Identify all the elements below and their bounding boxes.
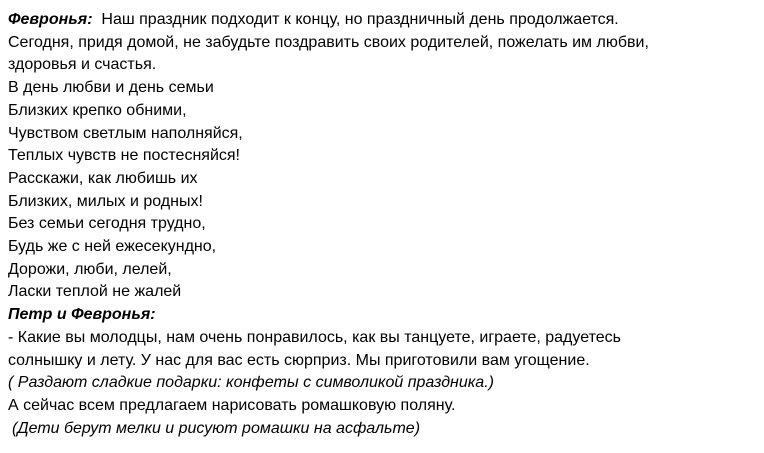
poem-line-8: Будь же с ней ежесекундно, <box>8 238 217 256</box>
poem-line-4: Теплых чувств не постесняйся! <box>8 147 240 165</box>
poem-line-5: Расскажи, как любишь их <box>8 169 198 187</box>
stage-direction-gifts: ( Раздают сладкие подарки: конфеты с символикой праздника.) <box>8 374 494 392</box>
poem-line-9: Дорожи, люби, лелей, <box>8 260 172 278</box>
poem-line-10: Ласки теплой не жалей <box>8 283 182 301</box>
poem-line-1: В день любви и день семьи <box>8 79 214 97</box>
poem-line-6: Близких, милых и родных! <box>8 192 203 210</box>
poem-line-3: Чувством светлым наполняйся, <box>8 124 243 142</box>
fevronia-speech: Наш праздник подходит к концу, но праздничный день продолжается. <box>92 11 619 28</box>
document-body <box>8 9 758 440</box>
stage-direction-drawing: (Дети берут мелки и рисуют ромашки на асфальте) <box>12 419 421 437</box>
fevronia-line <box>8 9 758 32</box>
closing-line: А сейчас всем предлагаем нарисовать ромашковую поляну. <box>8 396 456 414</box>
speaker-fevronia: Февронья: <box>8 11 93 28</box>
fevronia-speech-line-2: здоровья и счастья. <box>8 56 157 74</box>
pair-speech-line-1: - Какие вы молодцы, нам очень понравилось, как вы танцуете, играете, радуетесь <box>8 328 621 346</box>
poem-line-2: Близких крепко обними, <box>8 101 187 119</box>
pair-speech-line-2: солнышку и лету. У нас для вас есть сюрприз. Мы приготовили вам угощение. <box>8 351 590 369</box>
poem-line-7: Без семьи сегодня трудно, <box>8 215 206 233</box>
speaker-petr-fevronia: Петр и Февронья: <box>8 306 156 324</box>
fevronia-speech-line-1: Сегодня, придя домой, не забудьте поздравить своих родителей, пожелать им любви, <box>8 33 649 51</box>
